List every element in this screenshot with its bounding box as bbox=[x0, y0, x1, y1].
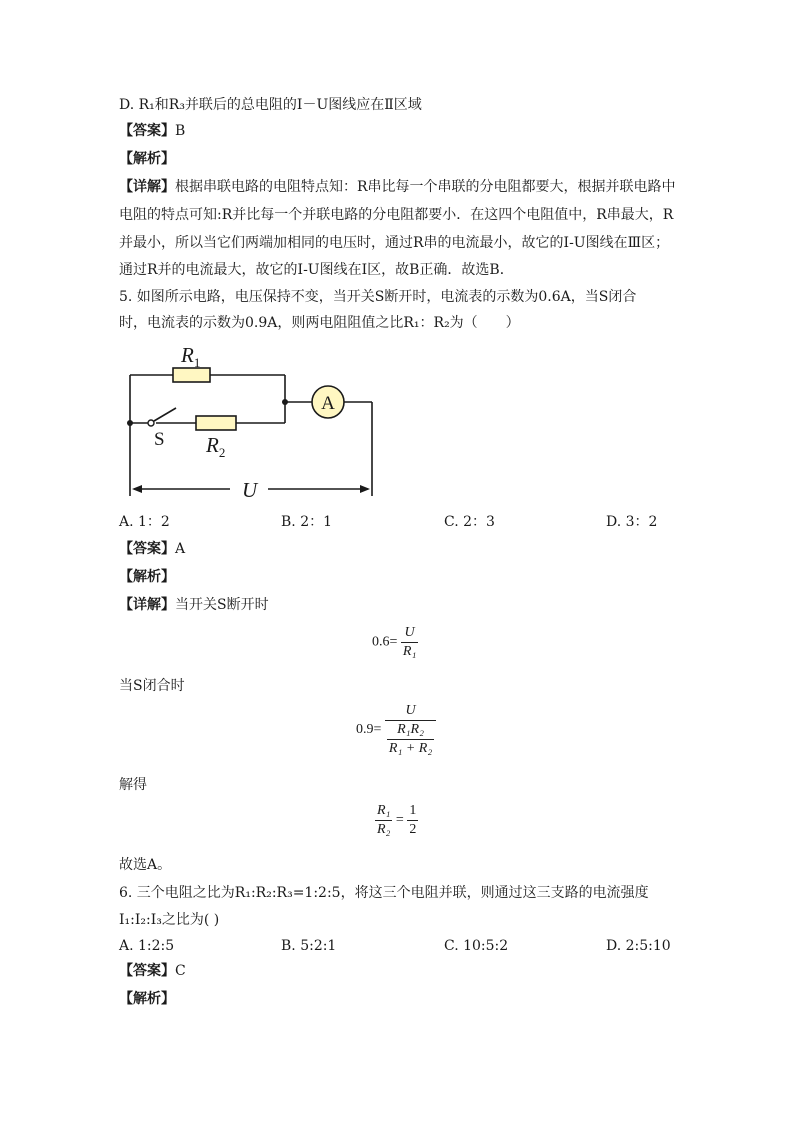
q6-answer bbox=[119, 961, 186, 981]
fraction bbox=[385, 702, 436, 758]
q5-detail-line-3: 解得 bbox=[119, 777, 147, 793]
r2-label: $R_2$ bbox=[206, 433, 226, 460]
q5-stem-line-1: 5. 如图所示电路，电压保持不变，当开关S断开时，电流表的示数为0.6A，当S闭合 bbox=[119, 289, 637, 305]
formula-lhs: 0.9= bbox=[356, 722, 382, 738]
denominator: R₁ bbox=[402, 644, 417, 659]
detail-text: 当开关S断开时 bbox=[175, 597, 269, 613]
formula-lhs: 0.6= bbox=[372, 634, 398, 650]
q4-detail-line-1 bbox=[119, 177, 676, 197]
fraction bbox=[407, 802, 418, 839]
fraction bbox=[375, 802, 392, 839]
denominator bbox=[385, 721, 436, 758]
switch-label: S bbox=[154, 429, 165, 450]
detail-text: 根据串联电路的电阻特点知：R串比每一个串联的分电阻都要大，根据并联电路中 bbox=[175, 179, 676, 195]
resistor-r2 bbox=[196, 416, 236, 430]
q6-stem-line-2: I₁:I₂:I₃之比为( ) bbox=[119, 912, 220, 928]
q5-option-c[interactable]: C. 2：3 bbox=[444, 514, 495, 530]
q6-option-b[interactable]: B. 5:2:1 bbox=[281, 938, 337, 954]
answer-label: 【答案】 bbox=[119, 541, 175, 557]
inner-fraction bbox=[387, 721, 434, 758]
denominator: 2 bbox=[409, 822, 417, 837]
q5-detail-line-4: 故选A。 bbox=[119, 857, 172, 873]
q5-detail-line-1 bbox=[119, 595, 269, 615]
q5-option-a[interactable]: A. 1：2 bbox=[119, 514, 170, 530]
numerator: U bbox=[401, 624, 418, 643]
q6-option-a[interactable]: A. 1:2:5 bbox=[119, 938, 175, 954]
q5-option-b[interactable]: B. 2：1 bbox=[281, 514, 333, 530]
answer-label: 【答案】 bbox=[119, 963, 175, 979]
ammeter-label: A bbox=[321, 393, 335, 414]
numerator: U bbox=[385, 702, 436, 721]
answer-value: C bbox=[175, 963, 186, 979]
formula-3 bbox=[375, 802, 418, 839]
q6-option-d[interactable]: D. 2:5:10 bbox=[606, 938, 671, 954]
formula-2 bbox=[356, 702, 436, 758]
q5-detail-line-2: 当S闭合时 bbox=[119, 678, 185, 694]
circuit-diagram bbox=[118, 336, 388, 506]
arrow-right-icon bbox=[360, 485, 370, 493]
numerator: 1 bbox=[407, 802, 418, 821]
q6-stem-line-1: 6. 三个电阻之比为R₁:R₂:R₃=1:2:5，将这三个电阻并联，则通过这三支路的电流强度 bbox=[119, 885, 649, 901]
q5-stem-line-2: 时，电流表的示数为0.9A，则两电阻阻值之比R₁：R₂为（ ） bbox=[119, 315, 520, 331]
voltage-label: U bbox=[242, 478, 258, 502]
denominator: R₂ bbox=[377, 822, 391, 837]
answer-value: A bbox=[175, 541, 186, 557]
detail-label: 【详解】 bbox=[119, 179, 175, 195]
q4-detail-line-4: 通过R并的电流最大，故它的I-U图线在Ⅰ区，故B正确．故选B． bbox=[119, 262, 514, 278]
q4-option-d: D. R₁和R₃并联后的总电阻的I－U图线应在Ⅱ区域 bbox=[119, 97, 422, 113]
q5-analysis-label: 【解析】 bbox=[119, 569, 175, 585]
detail-label: 【详解】 bbox=[119, 597, 175, 613]
q6-analysis-label: 【解析】 bbox=[119, 991, 175, 1007]
answer-label: 【答案】 bbox=[119, 123, 175, 139]
fraction bbox=[401, 624, 418, 661]
arrow-left-icon bbox=[132, 485, 142, 493]
q4-answer bbox=[119, 121, 185, 141]
numerator: R₁ bbox=[375, 802, 392, 821]
q4-analysis-label: 【解析】 bbox=[119, 151, 175, 167]
q6-option-c[interactable]: C. 10:5:2 bbox=[444, 938, 509, 954]
inner-denominator: R₁ + R₂ bbox=[388, 741, 433, 756]
r1-label: $R_1$ bbox=[181, 343, 201, 370]
junction-dot bbox=[127, 420, 133, 426]
switch-contact-icon bbox=[148, 420, 154, 426]
inner-numerator: R₁R₂ bbox=[387, 721, 434, 740]
q5-answer bbox=[119, 539, 185, 559]
answer-value: B bbox=[175, 123, 186, 139]
junction-dot bbox=[282, 399, 288, 405]
resistor-r1 bbox=[173, 368, 210, 382]
q4-detail-line-3: 并最小，所以当它们两端加相同的电压时，通过R串的电流最小，故它的I-U图线在Ⅲ区； bbox=[119, 235, 670, 251]
formula-1 bbox=[372, 624, 418, 661]
q5-option-d[interactable]: D. 3：2 bbox=[606, 514, 658, 530]
equals-sign: = bbox=[395, 812, 404, 828]
q4-detail-line-2: 电阻的特点可知:R并比每一个并联电路的分电阻都要小．在这四个电阻值中，R串最大，R bbox=[119, 207, 674, 223]
